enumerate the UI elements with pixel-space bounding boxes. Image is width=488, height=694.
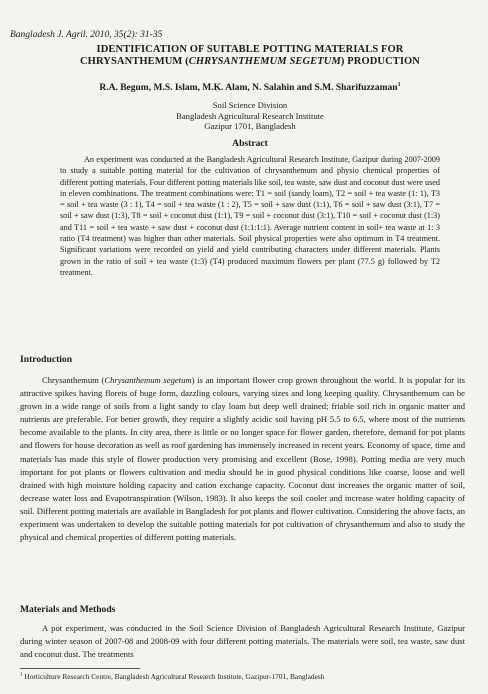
- methods-paragraph: A pot experiment, was conducted in the Soil Science Division of Bangladesh Agricultural Research Institute, Gazipur during winter season of 2007-08 and 2008-09 with four different potting materials. The materials were soil, tea waste, saw dust and coconut dust. The treatments: [20, 623, 465, 660]
- author-list: [40, 82, 460, 93]
- title-scientific-name: CHRYSANTHEMUM SEGETUM: [188, 56, 341, 67]
- journal-citation: Bangladesh J. Agril. 2010, 35(2): 31-35: [10, 30, 163, 40]
- methods-heading: Materials and Methods: [20, 604, 116, 615]
- title-line-2-suffix: ) PRODUCTION: [340, 56, 420, 67]
- footnote-text: Horticulture Research Centre, Bangladesh Agricultural Research Institute, Gazipur-1701, Bangladesh: [24, 672, 325, 681]
- author-names: R.A. Begum, M.S. Islam, M.K. Alam, N. Salahin and S.M. Sharifuzzaman: [99, 83, 398, 94]
- intro-start: Chrysanthemum (: [42, 375, 105, 385]
- title-line-2-prefix: CHRYSANTHEMUM (: [80, 56, 189, 67]
- paper-title: [40, 44, 460, 68]
- affiliation-line-2: Bangladesh Agricultural Research Institute: [176, 110, 324, 121]
- intro-rest: ) is an important flower crop grown throughout the world. It is popular for its attractive spikes having florets of huge form, dazzling colours, varying sizes and long keeping quality. Chrysanthemum can be grown in a wide range of soils from a light sandy to clay loam but deep well drained; friable soil rich in organic matter and nutrients are preferable. For better growth, they require a slightly acidic soil having pH 5.5 to 6.5, where most of the nutrients become available to the plants. In city area, there is little or no longer space for flower garden, therefore, demand for pot plants and flowers for house decoration as well as roof gardening has immensely increased in recent years. Economy of space, time and materials has made this style of flower production very promising and excellent (Bose, 1998). Potting media are very much important for pot plants or flowers cultivation and media should be in good physical conditions like coarse, loose and well drained with high moisture holding capacity and cation exchange capacity. Coconut dust increases the organic matter of soil, decrease water loss and Evapotranspiration (Wilson, 1983). It also keeps the soil cooler and increase water holding capacity of soil. Different potting materials are available in Bangladesh for pot plants and flower cultivation. Considering the above facts, an experiment was undertaken to develop the suitable potting materials for pot cultivation of chrysanthemum and also to study the physical and chemical properties of different potting materials.: [20, 375, 465, 543]
- author-footnote-mark: 1: [397, 82, 401, 88]
- footnote-divider: [20, 668, 140, 669]
- title-line-1: IDENTIFICATION OF SUITABLE POTTING MATERIALS FOR: [96, 44, 404, 55]
- intro-scientific-name: Chrysanthemum segetum: [104, 375, 192, 385]
- footnote: [20, 672, 465, 681]
- abstract-text: An experiment was conducted at the Bangladesh Agricultural Research Institute, Gazipur during 2007-2009 to study a suitable potting material for the cultivation of chrysanthemum and physio chemical properties of different potting materials. Four different potting materials like soil, tea waste, saw dust and coconut dust were used in eleven combinations. The treatment combinations were: T1 = soil (sandy loam), T2 = soil + tea waste (1: 1), T3 = soil + tea waste (3 : 1), T4 = soil + tea waste (1 : 2), T5 = soil + saw dust (1:1), T6 = soil + saw dust (3:1), T7 = soil + saw dust (1:3), T8 = soil + coconut dust (1:1), T9 = soil + coconut dust (3:1), T10 = soil + coconut dust (1:3) and T11 = soil + tea waste + saw dust + coconut dust (1:1:1:1). Average nutrient content in soil+ tea waste at 1: 3 ratio (T4 treatment) was higher than other materials. Soil physical properties were also optimum in T4 treatment. Significant variations were recorded on yield and yield contributing characters under different materials. Plants grown in the ratio of soil + tea waste (1:3) (T4) produced maximum flowers per plant (77.5 g) followed by T2 treatment.: [60, 155, 440, 277]
- affiliation: [60, 100, 440, 132]
- title-line-2: [40, 56, 460, 68]
- footnote-mark: 1: [20, 672, 23, 678]
- abstract-heading: Abstract: [232, 138, 268, 149]
- affiliation-line-3: Gazipur 1701, Bangladesh: [204, 121, 296, 132]
- introduction-paragraph: [20, 374, 465, 544]
- introduction-heading: Introduction: [20, 354, 73, 365]
- affiliation-line-1: Soil Science Division: [212, 100, 288, 110]
